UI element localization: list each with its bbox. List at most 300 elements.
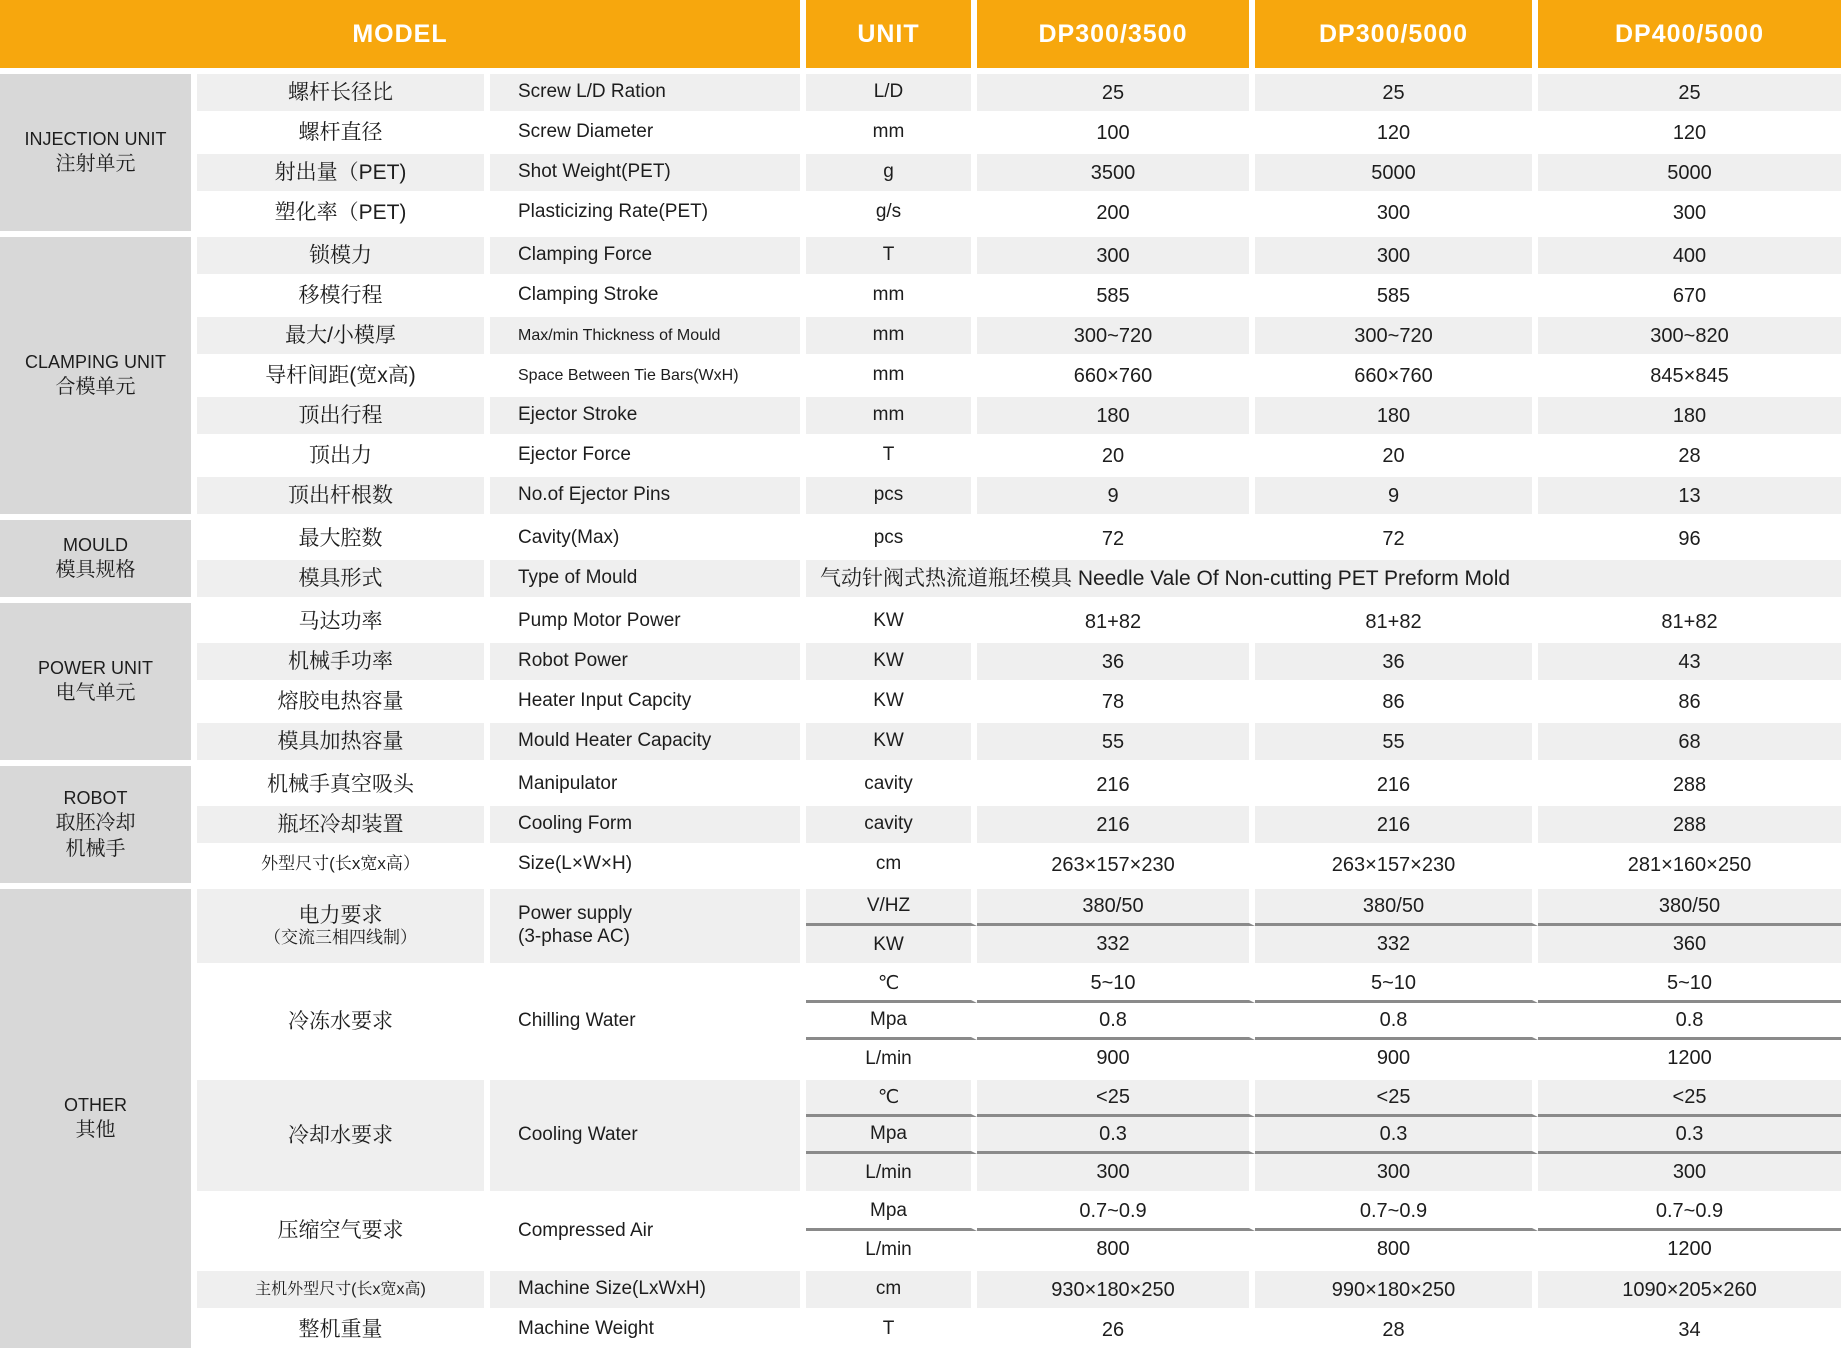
spec-row (197, 1271, 1841, 1308)
value-cell: 332 (1255, 926, 1538, 963)
row-name-cn-line: 顶出力 (309, 443, 372, 467)
row-name-cn (197, 560, 490, 597)
value-cell: 25 (1255, 74, 1538, 111)
value-cell: 86 (1255, 683, 1538, 720)
row-name-cn (197, 237, 490, 274)
row-name-cn (197, 194, 490, 231)
row-name-en (490, 397, 806, 434)
row-name-en (490, 114, 806, 151)
row-name-cn (197, 1271, 490, 1308)
value-cell: 0.8 (977, 1003, 1255, 1040)
spec-row (197, 194, 1841, 231)
row-name-cn-line: 螺杆长径比 (288, 80, 393, 104)
value-cell: 300~720 (977, 317, 1255, 354)
value-cell: 288 (1538, 766, 1841, 803)
unit-cell: L/min (806, 1154, 977, 1191)
value-cell: 34 (1538, 1311, 1841, 1348)
value-cell: 36 (1255, 643, 1538, 680)
value-cell: 670 (1538, 277, 1841, 314)
value-cell: 26 (977, 1311, 1255, 1348)
unit-cell: mm (806, 397, 977, 434)
value-cell: 300 (977, 1154, 1255, 1191)
row-name-en-line: Space Between Tie Bars(WxH) (518, 366, 739, 384)
unit-cell: ℃ (806, 1080, 977, 1117)
row-name-en-line: (3-phase AC) (518, 926, 630, 947)
row-name-cn (197, 846, 490, 883)
unit-cell: ℃ (806, 966, 977, 1003)
unit-cell: KW (806, 603, 977, 640)
spec-row (197, 723, 1841, 760)
group-rows (197, 237, 1841, 514)
value-cell: 20 (977, 437, 1255, 474)
unit-cell: pcs (806, 520, 977, 557)
value-cell: 281×160×250 (1538, 846, 1841, 883)
spec-row-block (197, 1194, 1841, 1268)
value-cell: 81+82 (1255, 603, 1538, 640)
spec-row (197, 603, 1841, 640)
group-label-line: POWER UNIT (38, 658, 153, 679)
value-cell: 300 (1255, 194, 1538, 231)
unit-cell: KW (806, 723, 977, 760)
spec-group (0, 74, 1841, 231)
row-name-en (490, 683, 806, 720)
group-rows (197, 889, 1841, 1348)
value-cell: 300 (1255, 237, 1538, 274)
spec-row (197, 437, 1841, 474)
sub-row (806, 926, 1841, 963)
row-name-cn (197, 643, 490, 680)
row-name-cn (197, 357, 490, 394)
row-name-en (490, 237, 806, 274)
value-cell: 100 (977, 114, 1255, 151)
header-unit-cell: UNIT (806, 0, 977, 68)
value-cell: 120 (1538, 114, 1841, 151)
row-name-en (490, 357, 806, 394)
group-label-line: 模具规格 (55, 558, 136, 581)
header-model-column-3: DP400/5000 (1538, 0, 1841, 68)
unit-cell: Mpa (806, 1003, 977, 1040)
row-name-en-line: Screw Diameter (518, 121, 654, 143)
row-name-en-line: Clamping Force (518, 244, 653, 266)
group-rows (197, 603, 1841, 760)
value-cell: 300 (1538, 194, 1841, 231)
spec-row-block (197, 966, 1841, 1077)
value-cell: 55 (1255, 723, 1538, 760)
unit-cell: Mpa (806, 1194, 977, 1231)
value-cell: 300~720 (1255, 317, 1538, 354)
row-name-cn-line: 瓶坯冷却装置 (277, 812, 404, 836)
unit-cell: cm (806, 846, 977, 883)
row-name-cn-line: 导杆间距(宽x高) (265, 363, 416, 387)
value-cell: 81+82 (977, 603, 1255, 640)
row-name-en (490, 1194, 806, 1268)
value-cell: <25 (1255, 1080, 1538, 1117)
row-name-en-line: Machine Weight (518, 1318, 654, 1340)
value-cell: 55 (977, 723, 1255, 760)
mould-type-span-text: 气动针阀式热流道瓶坯模具 Needle Vale Of Non-cutting PET Preform Mold (806, 560, 1841, 597)
sub-rows (806, 966, 1841, 1077)
spec-group (0, 889, 1841, 1348)
value-cell: 800 (1255, 1231, 1538, 1268)
row-name-cn (197, 723, 490, 760)
value-cell: 9 (1255, 477, 1538, 514)
unit-cell: mm (806, 317, 977, 354)
row-name-cn-line: 熔胶电热容量 (277, 689, 404, 713)
row-name-en-line: Cavity(Max) (518, 527, 620, 549)
sub-row (806, 1080, 1841, 1117)
sub-rows (806, 889, 1841, 963)
group-label-line: ROBOT (63, 788, 128, 809)
row-name-cn (197, 437, 490, 474)
row-name-en-line: Screw L/D Ration (518, 81, 666, 103)
value-cell: 0.7~0.9 (977, 1194, 1255, 1231)
value-cell: 13 (1538, 477, 1841, 514)
spec-table-header (0, 0, 1841, 68)
value-cell: 585 (977, 277, 1255, 314)
spec-row (197, 766, 1841, 803)
header-model-column-2: DP300/5000 (1255, 0, 1538, 68)
spec-group (0, 237, 1841, 514)
spec-row (197, 846, 1841, 883)
row-name-cn-line: 模具加热容量 (277, 729, 404, 753)
unit-cell: cavity (806, 806, 977, 843)
unit-cell: L/min (806, 1231, 977, 1268)
row-name-en-line: Plasticizing Rate(PET) (518, 201, 709, 223)
spec-row (197, 277, 1841, 314)
value-cell: 0.3 (1538, 1117, 1841, 1154)
row-name-en-line: Ejector Force (518, 444, 631, 466)
row-name-en-line: Max/min Thickness of Mould (518, 326, 721, 344)
sub-row (806, 1154, 1841, 1191)
row-name-en (490, 1080, 806, 1191)
row-name-en-line: Pump Motor Power (518, 610, 681, 632)
spec-group (0, 766, 1841, 883)
value-cell: 216 (1255, 806, 1538, 843)
row-name-en (490, 317, 806, 354)
value-cell: 660×760 (1255, 357, 1538, 394)
value-cell: 0.3 (977, 1117, 1255, 1154)
row-name-en (490, 806, 806, 843)
sub-row (806, 966, 1841, 1003)
value-cell: 28 (1538, 437, 1841, 474)
spec-row (197, 74, 1841, 111)
sub-row (806, 1231, 1841, 1268)
value-cell: 1200 (1538, 1231, 1841, 1268)
row-name-en-line: Chilling Water (518, 1010, 636, 1032)
value-cell: 0.8 (1538, 1003, 1841, 1040)
group-label-cell (0, 520, 197, 597)
row-name-cn-line: 外型尺寸(长x宽x高） (261, 854, 420, 874)
row-name-cn-line: 射出量（PET) (274, 160, 407, 184)
row-name-cn (197, 74, 490, 111)
row-name-en (490, 194, 806, 231)
value-cell: 81+82 (1538, 603, 1841, 640)
row-name-cn (197, 114, 490, 151)
value-cell: 380/50 (1538, 889, 1841, 926)
spec-row (197, 237, 1841, 274)
value-cell: 400 (1538, 237, 1841, 274)
value-cell: 180 (1255, 397, 1538, 434)
row-name-cn-line: 电力要求 (298, 904, 383, 928)
value-cell: 300 (1538, 1154, 1841, 1191)
value-cell: 930×180×250 (977, 1271, 1255, 1308)
sub-row (806, 1003, 1841, 1040)
sub-row (806, 1194, 1841, 1231)
row-name-cn (197, 1311, 490, 1348)
row-name-en-line: Ejector Stroke (518, 404, 638, 426)
row-name-en-line: Type of Mould (518, 567, 638, 589)
row-name-en-line: Cooling Form (518, 813, 633, 835)
row-name-cn (197, 1080, 490, 1191)
row-name-cn-line: 塑化率（PET) (274, 200, 407, 224)
value-cell: 180 (1538, 397, 1841, 434)
header-model-column-1: DP300/3500 (977, 0, 1255, 68)
unit-cell: cm (806, 1271, 977, 1308)
value-cell: 3500 (977, 154, 1255, 191)
row-name-cn-line: 螺杆直径 (298, 120, 383, 144)
group-label-line: CLAMPING UNIT (24, 352, 166, 373)
value-cell: 180 (977, 397, 1255, 434)
group-rows (197, 520, 1841, 597)
value-cell: 0.7~0.9 (1538, 1194, 1841, 1231)
row-name-en (490, 520, 806, 557)
value-cell: 78 (977, 683, 1255, 720)
row-name-en-line: Mould Heater Capacity (518, 730, 712, 752)
row-name-en-line: No.of Ejector Pins (518, 484, 671, 506)
value-cell: 5~10 (1538, 966, 1841, 1003)
row-name-cn (197, 966, 490, 1077)
spec-row-block (197, 1080, 1841, 1191)
row-name-cn (197, 520, 490, 557)
group-label-line: 注射单元 (55, 152, 136, 175)
group-label-line: INJECTION UNIT (24, 129, 167, 150)
row-name-en (490, 603, 806, 640)
group-label-line: OTHER (64, 1095, 127, 1116)
row-name-en-line: Power supply (518, 903, 633, 925)
spec-row (197, 397, 1841, 434)
unit-cell: mm (806, 114, 977, 151)
value-cell: 25 (977, 74, 1255, 111)
value-cell: 20 (1255, 437, 1538, 474)
value-cell: <25 (977, 1080, 1255, 1117)
value-cell: <25 (1538, 1080, 1841, 1117)
value-cell: 72 (977, 520, 1255, 557)
spec-row (197, 154, 1841, 191)
value-cell: 72 (1255, 520, 1538, 557)
value-cell: 25 (1538, 74, 1841, 111)
row-name-cn-line: 机械手真空吸头 (267, 772, 414, 796)
row-name-en-line: Clamping Stroke (518, 284, 659, 306)
group-label-line: 取胚冷却 (55, 811, 136, 834)
spec-row (197, 560, 1841, 597)
value-cell: 585 (1255, 277, 1538, 314)
unit-cell: T (806, 1311, 977, 1348)
row-name-cn-line: 整机重量 (298, 1317, 383, 1341)
row-name-cn-line: 顶出行程 (298, 403, 383, 427)
row-name-en (490, 477, 806, 514)
row-name-en (490, 277, 806, 314)
spec-row (197, 357, 1841, 394)
sub-row (806, 1117, 1841, 1154)
row-name-cn-line: 冷却水要求 (288, 1123, 393, 1147)
value-cell: 900 (1255, 1040, 1538, 1077)
header-model-cell: MODEL (0, 0, 806, 68)
row-name-en-line: Size(L×W×H) (518, 853, 633, 875)
value-cell: 5~10 (977, 966, 1255, 1003)
value-cell: 200 (977, 194, 1255, 231)
value-cell: 300 (1255, 1154, 1538, 1191)
value-cell: 300 (977, 237, 1255, 274)
row-name-en (490, 966, 806, 1077)
row-name-en (490, 889, 806, 963)
sub-row (806, 889, 1841, 926)
value-cell: 332 (977, 926, 1255, 963)
row-name-en-line: Cooling Water (518, 1124, 638, 1146)
row-name-cn (197, 477, 490, 514)
row-name-en (490, 846, 806, 883)
row-name-cn (197, 766, 490, 803)
unit-cell: pcs (806, 477, 977, 514)
group-label-line: 机械手 (65, 837, 126, 860)
row-name-en (490, 1271, 806, 1308)
row-name-en (490, 1311, 806, 1348)
unit-cell: V/HZ (806, 889, 977, 926)
spec-group (0, 603, 1841, 760)
row-name-en-line: Compressed Air (518, 1219, 654, 1241)
row-name-en (490, 437, 806, 474)
spec-row-block (197, 889, 1841, 963)
row-name-cn (197, 889, 490, 963)
value-cell: 1200 (1538, 1040, 1841, 1077)
row-name-cn-line: 顶出杆根数 (288, 483, 393, 507)
value-cell: 380/50 (1255, 889, 1538, 926)
row-name-en (490, 766, 806, 803)
row-name-cn-line: 锁模力 (309, 243, 372, 267)
row-name-en (490, 643, 806, 680)
sub-rows (806, 1080, 1841, 1191)
unit-cell: KW (806, 926, 977, 963)
value-cell: 216 (977, 806, 1255, 843)
group-rows (197, 74, 1841, 231)
spec-row (197, 317, 1841, 354)
unit-cell: g/s (806, 194, 977, 231)
value-cell: 288 (1538, 806, 1841, 843)
value-cell: 96 (1538, 520, 1841, 557)
unit-cell: cavity (806, 766, 977, 803)
row-name-en (490, 154, 806, 191)
spec-row (197, 683, 1841, 720)
value-cell: 263×157×230 (977, 846, 1255, 883)
spec-row (197, 806, 1841, 843)
row-name-cn-line: 冷冻水要求 (288, 1009, 393, 1033)
value-cell: 0.3 (1255, 1117, 1538, 1154)
unit-cell: KW (806, 683, 977, 720)
row-name-cn-line: 机械手功率 (288, 649, 393, 673)
value-cell: 9 (977, 477, 1255, 514)
row-name-cn-line: 最大/小模厚 (285, 323, 396, 347)
row-name-cn (197, 154, 490, 191)
unit-cell: Mpa (806, 1117, 977, 1154)
value-cell: 900 (977, 1040, 1255, 1077)
group-label-cell (0, 603, 197, 760)
spec-row (197, 643, 1841, 680)
row-name-en-line: Robot Power (518, 650, 628, 672)
group-label-cell (0, 74, 197, 231)
row-name-cn (197, 397, 490, 434)
unit-cell: T (806, 237, 977, 274)
value-cell: 5000 (1538, 154, 1841, 191)
sub-rows (806, 1194, 1841, 1268)
value-cell: 1090×205×260 (1538, 1271, 1841, 1308)
value-cell: 990×180×250 (1255, 1271, 1538, 1308)
value-cell: 300~820 (1538, 317, 1841, 354)
row-name-en (490, 560, 806, 597)
unit-cell: g (806, 154, 977, 191)
value-cell: 43 (1538, 643, 1841, 680)
group-label-cell (0, 237, 197, 514)
row-name-cn-line: 压缩空气要求 (277, 1219, 404, 1243)
value-cell: 660×760 (977, 357, 1255, 394)
row-name-cn-line: 最大腔数 (298, 526, 383, 550)
unit-cell: KW (806, 643, 977, 680)
value-cell: 845×845 (1538, 357, 1841, 394)
spec-row (197, 1311, 1841, 1348)
value-cell: 68 (1538, 723, 1841, 760)
group-label-line: MOULD (62, 535, 128, 556)
value-cell: 36 (977, 643, 1255, 680)
spec-table-body (0, 74, 1841, 1348)
unit-cell: mm (806, 357, 977, 394)
value-cell: 800 (977, 1231, 1255, 1268)
row-name-en (490, 74, 806, 111)
row-name-cn (197, 683, 490, 720)
value-cell: 360 (1538, 926, 1841, 963)
row-name-en-line: Heater Input Capcity (518, 690, 692, 712)
row-name-cn (197, 1194, 490, 1268)
value-cell: 28 (1255, 1311, 1538, 1348)
row-name-cn-line: （交流三相四线制） (264, 928, 417, 948)
row-name-cn-line: 模具形式 (298, 566, 383, 590)
sub-row (806, 1040, 1841, 1077)
value-cell: 0.8 (1255, 1003, 1538, 1040)
unit-cell: mm (806, 277, 977, 314)
row-name-en-line: Manipulator (518, 773, 618, 795)
row-name-cn (197, 277, 490, 314)
unit-cell: L/D (806, 74, 977, 111)
group-rows (197, 766, 1841, 883)
row-name-cn-line: 移模行程 (298, 283, 383, 307)
value-cell: 5000 (1255, 154, 1538, 191)
row-name-cn (197, 603, 490, 640)
value-cell: 216 (1255, 766, 1538, 803)
spec-row (197, 520, 1841, 557)
value-cell: 86 (1538, 683, 1841, 720)
spec-row (197, 477, 1841, 514)
unit-cell: L/min (806, 1040, 977, 1077)
spec-row (197, 114, 1841, 151)
row-name-cn (197, 317, 490, 354)
row-name-en (490, 723, 806, 760)
group-label-cell (0, 889, 197, 1348)
value-cell: 5~10 (1255, 966, 1538, 1003)
row-name-cn (197, 806, 490, 843)
unit-cell: T (806, 437, 977, 474)
spec-group (0, 520, 1841, 597)
group-label-cell (0, 766, 197, 883)
group-label-line: 电气单元 (55, 681, 136, 704)
row-name-en-line: Shot Weight(PET) (518, 161, 671, 183)
value-cell: 216 (977, 766, 1255, 803)
